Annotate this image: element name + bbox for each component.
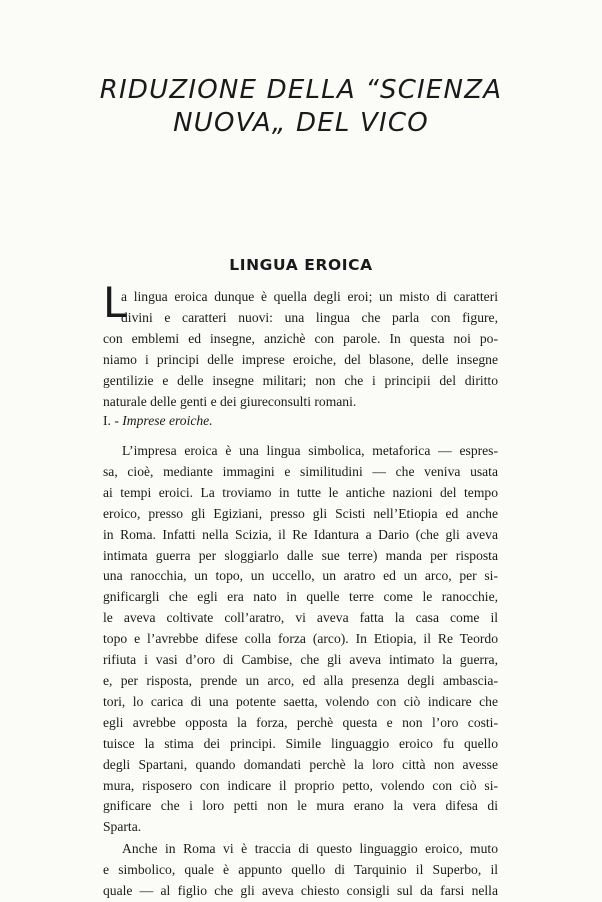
text-line: gnificargli che egli era nato in quelle terre come le ranocchie, xyxy=(103,589,498,605)
text-line: naturale delle genti e dei giureconsulti romani. xyxy=(103,393,357,409)
text-line: una ranocchia, un topo, un uccello, un aratro ed un arco, per si- xyxy=(103,568,498,584)
page-title-line-1: RIDUZIONE DELLA “SCIENZA xyxy=(99,75,503,105)
text-line: a lingua eroica dunque è quella degli eroi; un misto di caratteri xyxy=(121,289,498,304)
text-line: rifiuta i vasi d’oro di Cambise, che gli aveva intimato la guerra, xyxy=(103,652,498,668)
text-line: intimata guerra per sloggiarlo dalle sue terre) manda per risposta xyxy=(103,547,498,563)
text-line: divini e caratteri nuovi: una lingua che parla con figure, xyxy=(121,309,498,325)
text-line: degli Spartani, quando domandati perchè la loro città non avesse xyxy=(103,756,498,772)
text-line: niamo i principi delle imprese eroiche, del blasone, delle insegne xyxy=(103,351,498,367)
text-line: eroico, presso gli Egiziani, presso gli Scisti nell’Etiopia ed anche xyxy=(103,505,498,521)
text-line: tori, lo carica di una potente saetta, volendo con ciò indicare che xyxy=(103,693,498,709)
text-line: e simbolico, quale è appunto quello di Tarquinio il Superbo, il xyxy=(103,861,498,877)
text-line: ai tempi eroici. La troviamo in tutte le antiche nazioni del tempo xyxy=(103,484,498,500)
text-line: le aveva coltivate coll’aratro, vi aveva fatta la casa come il xyxy=(103,610,498,626)
text-line: gentilizie e delle insegne militari; non che i principii del diritto xyxy=(103,372,498,388)
subheading xyxy=(103,413,213,429)
text-line: tuisce la stima dei principi. Simile linguaggio eroico fu quello xyxy=(103,735,498,751)
text-line: topo e l’avrebbe difese colla forza (arco). In Etiopia, il Re Teordo xyxy=(103,631,498,647)
text-line: Anche in Roma vi è traccia di questo linguaggio eroico, muto xyxy=(122,841,498,856)
text-line: e, per risposta, prende un arco, ed alla presenza degli ambascia- xyxy=(103,672,498,688)
text-line: gnificare che i loro petti non le mura erano la vera difesa di xyxy=(103,798,498,814)
text-line: in Roma. Infatti nella Scizia, il Re Idantura a Dario (che gli aveva xyxy=(103,526,498,542)
intro-paragraph xyxy=(103,287,498,412)
text-line: Sparta. xyxy=(103,819,142,835)
text-line: egli avrebbe opposta la forza, perchè questa e non l’oro costi- xyxy=(103,714,498,730)
paragraph-1 xyxy=(103,441,498,838)
text-line: quale — al figlio che gli aveva chiesto consigli sul da farsi nella xyxy=(103,882,498,898)
subheading-number: I. - xyxy=(103,413,119,428)
text-line: L’impresa eroica è una lingua simbolica, metaforica — espres- xyxy=(122,443,498,458)
section-heading: LINGUA EROICA xyxy=(229,256,373,274)
paragraph-2 xyxy=(103,839,498,902)
drop-cap: L xyxy=(103,278,127,327)
page-title-line-2: NUOVA„ DEL VICO xyxy=(173,108,429,138)
page-title xyxy=(0,74,602,140)
text-line: mura, risposero con indicare il proprio petto, volendo con ciò si- xyxy=(103,777,498,793)
text-line: con emblemi ed insegne, anzichè con parole. In questa noi po- xyxy=(103,330,498,346)
subheading-label: Imprese eroiche. xyxy=(122,413,213,428)
text-line: sa, cioè, mediante immagini e similitudini — che veniva usata xyxy=(103,463,498,479)
